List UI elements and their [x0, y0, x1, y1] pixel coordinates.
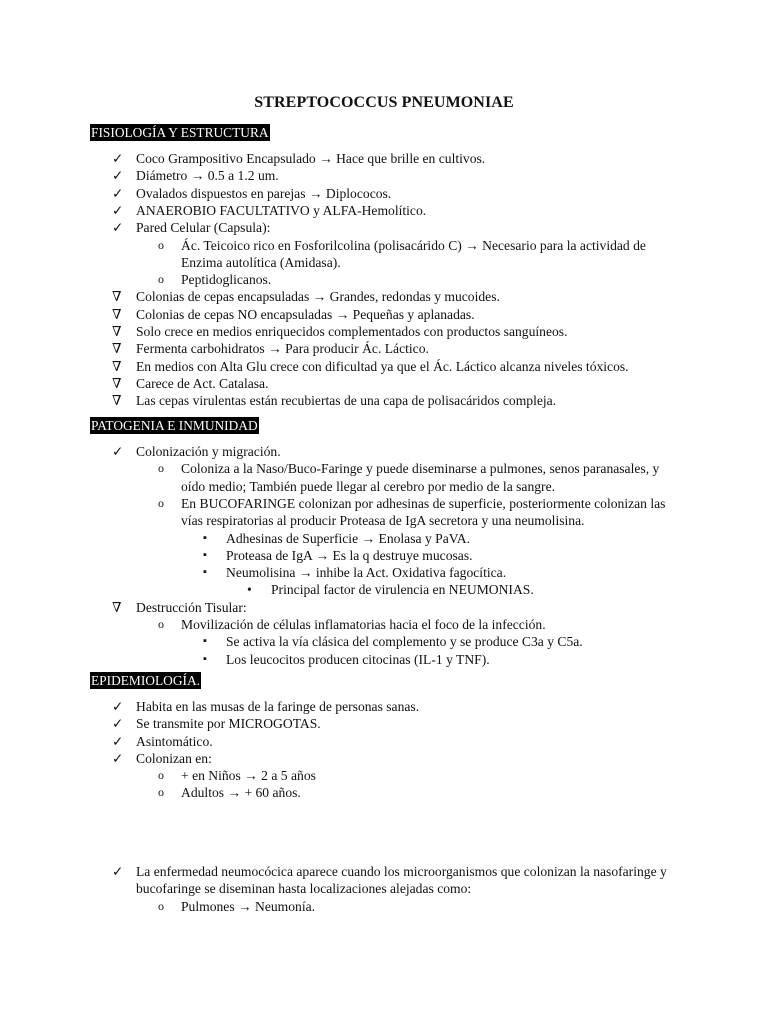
list-item-text: Pulmones → Neumonía.: [181, 899, 316, 914]
list-item-text: Enzima autolítica (Amidasa).: [181, 255, 341, 270]
square-bullet-icon: ▪: [203, 635, 207, 647]
list-item-text: bucofaringe se diseminan hasta localizaciones alejadas como:: [136, 881, 472, 896]
list-item-text: En medios con Alta Glu crece con dificultad ya que el Ác. Láctico alcanza niveles tóxicos.: [136, 359, 629, 374]
list-item-text: Principal factor de virulencia en NEUMONIAS.: [271, 582, 534, 597]
check-icon: ✓: [112, 203, 124, 218]
check-icon: ✓: [112, 220, 124, 235]
list-item-text: Los leucocitos producen citocinas (IL-1 y TNF).: [226, 652, 490, 667]
list-item-text: Adhesinas de Superficie → Enolasa y PaVA.: [226, 531, 471, 546]
check-icon: ✓: [112, 716, 124, 731]
list-item-text: Neumolisina → inhibe la Act. Oxidativa fagocítica.: [226, 565, 507, 580]
list-item-text: Se activa la vía clásica del complemento y se produce C3a y C5a.: [226, 634, 583, 649]
circle-bullet-icon: o: [158, 272, 164, 286]
list-item-text: Colonias de cepas NO encapsuladas → Pequeñas y aplanadas.: [136, 307, 475, 322]
circle-bullet-icon: o: [158, 496, 164, 510]
list-item-text: Movilización de células inflamatorias hacia el foco de la infección.: [181, 617, 546, 632]
list-item-text: Peptidoglicanos.: [181, 272, 272, 287]
nabla-bullet-icon: ∇: [112, 359, 122, 374]
square-bullet-icon: ▪: [203, 653, 207, 665]
nabla-bullet-icon: ∇: [112, 307, 122, 322]
list-item-text: Se transmite por MICROGOTAS.: [136, 716, 321, 731]
list-item-text: Colonización y migración.: [136, 444, 281, 459]
list-item-text: Destrucción Tisular:: [136, 600, 247, 615]
check-icon: ✓: [112, 699, 124, 714]
dot-bullet-icon: •: [247, 582, 252, 597]
list-item-text: Coloniza a la Naso/Buco-Faringe y puede diseminarse a pulmones, senos paranasales, y: [181, 461, 660, 476]
list-item-text: Adultos → + 60 años.: [181, 785, 301, 800]
list-item-text: Ác. Teicoico rico en Fosforilcolina (polisacárido C) → Necesario para la actividad de: [181, 238, 646, 253]
circle-bullet-icon: o: [158, 617, 164, 631]
list-item-text: Las cepas virulentas están recubiertas de una capa de polisacáridos compleja.: [136, 393, 557, 408]
circle-bullet-icon: o: [158, 768, 164, 782]
list-item-text: Fermenta carbohidratos → Para producir Ác. Láctico.: [136, 341, 429, 356]
list-item-text: Asintomático.: [136, 734, 213, 749]
document-title: STREPTOCOCCUS PNEUMONIAE: [254, 94, 514, 111]
check-icon: ✓: [112, 444, 124, 459]
section-heading: FISIOLOGÍA Y ESTRUCTURA: [91, 125, 269, 140]
circle-bullet-icon: o: [158, 785, 164, 799]
circle-bullet-icon: o: [158, 238, 164, 252]
nabla-bullet-icon: ∇: [112, 324, 122, 339]
list-item-text: Solo crece en medios enriquecidos complementados con productos sanguíneos.: [136, 324, 568, 339]
check-icon: ✓: [112, 864, 124, 879]
nabla-bullet-icon: ∇: [112, 341, 122, 356]
nabla-bullet-icon: ∇: [112, 289, 122, 304]
list-item-text: ANAEROBIO FACULTATIVO y ALFA-Hemolítico.: [136, 203, 427, 218]
list-item-text: oído medio; También puede llegar al cerebro por medio de la sangre.: [181, 479, 556, 494]
check-icon: ✓: [112, 168, 124, 183]
list-item-text: + en Niños → 2 a 5 años: [181, 768, 316, 783]
list-item-text: Coco Grampositivo Encapsulado → Hace que brille en cultivos.: [136, 151, 486, 166]
square-bullet-icon: ▪: [203, 532, 207, 544]
list-item-text: Habita en las musas de la faringe de personas sanas.: [136, 699, 420, 714]
nabla-bullet-icon: ∇: [112, 376, 122, 391]
list-item-text: En BUCOFARINGE colonizan por adhesinas de superficie, posteriormente colonizan las: [181, 496, 666, 511]
list-item-text: Diámetro → 0.5 a 1.2 um.: [136, 168, 279, 183]
section-heading: EPIDEMIOLOGÍA.: [91, 673, 200, 688]
list-item-text: Colonizan en:: [136, 751, 212, 766]
list-item-text: La enfermedad neumocócica aparece cuando los microorganismos que colonizan la nasofaringe y: [136, 864, 667, 879]
circle-bullet-icon: o: [158, 461, 164, 475]
list-item-text: Colonias de cepas encapsuladas → Grandes, redondas y mucoides.: [136, 289, 500, 304]
list-item-text: Carece de Act. Catalasa.: [136, 376, 269, 391]
list-item-text: Proteasa de IgA → Es la q destruye mucosas.: [226, 548, 473, 563]
check-icon: ✓: [112, 151, 124, 166]
check-icon: ✓: [112, 751, 124, 766]
circle-bullet-icon: o: [158, 899, 164, 913]
square-bullet-icon: ▪: [203, 549, 207, 561]
check-icon: ✓: [112, 186, 124, 201]
check-icon: ✓: [112, 734, 124, 749]
nabla-bullet-icon: ∇: [112, 393, 122, 408]
list-item-text: vías respiratorias al producir Proteasa de IgA secretora y una neumolisina.: [181, 513, 585, 528]
square-bullet-icon: ▪: [203, 566, 207, 578]
nabla-bullet-icon: ∇: [112, 600, 122, 615]
section-heading: PATOGENIA E INMUNIDAD: [91, 418, 258, 433]
list-item-text: Pared Celular (Capsula):: [136, 220, 271, 235]
list-item-text: Ovalados dispuestos en parejas → Diplococos.: [136, 186, 392, 201]
